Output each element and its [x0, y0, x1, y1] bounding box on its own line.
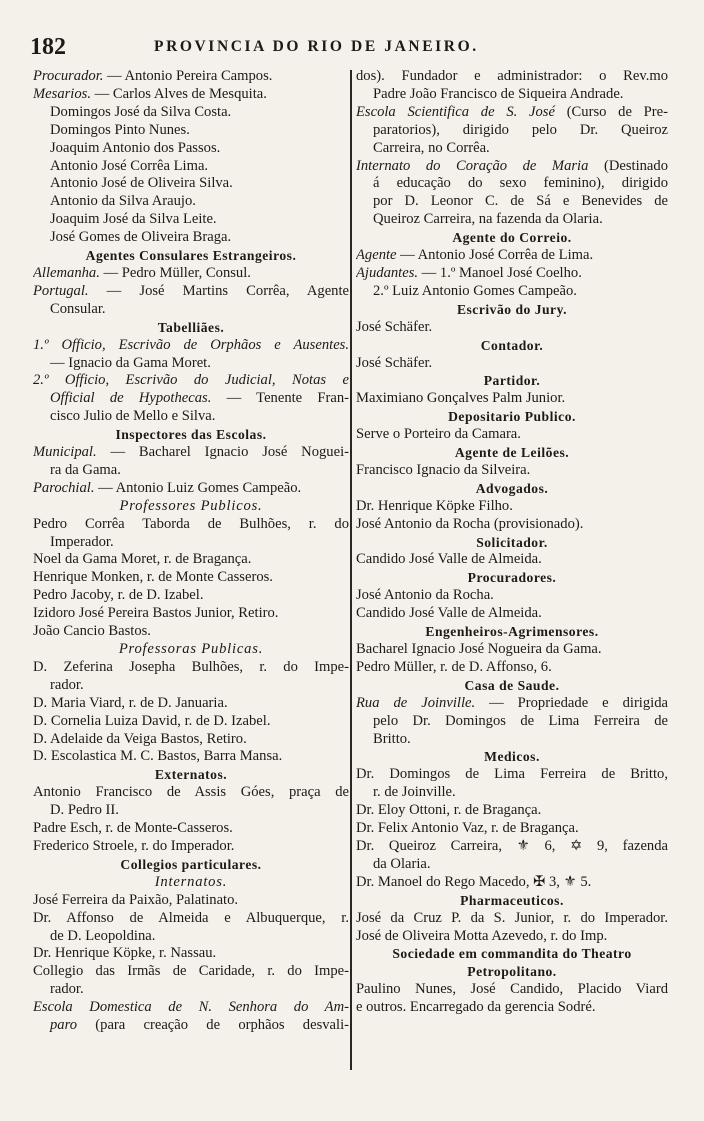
continuation-line: — Ignacio da Gama Moret. [50, 354, 211, 371]
entry-line [33, 372, 349, 390]
text-line: Maximiano Gonçalves Palm Junior. [356, 390, 566, 407]
continuation-line: pelo Dr. Domingos de Lima Ferreira de [373, 712, 668, 729]
text-line: Pedro Corrêa Taborda de Bulhões, r. do [33, 515, 349, 532]
left-column [33, 68, 349, 1035]
text-line: Dr. Henrique Köpke, r. Nassau. [33, 945, 217, 962]
text-line: Izidoro José Pereira Bastos Junior, Retiro. [33, 605, 279, 622]
continuation-line: Antonio da Silva Araujo. [50, 193, 196, 210]
section-heading: Depositario Publico. [448, 409, 576, 425]
text-line: Pedro Müller, r. de D. Affonso, 6. [356, 658, 552, 675]
continuation-line: Imperador. [50, 533, 114, 550]
entry-label: Agente [356, 247, 397, 264]
entry-label: 2.º Officio, Escrivão do Judicial, Notas e [33, 372, 349, 389]
continuation-line: paratorios), dirigido pelo Dr. Queiroz [373, 121, 668, 138]
text-line: Dr. Queiroz Carreira, ⚜ 6, ✡ 9, fazenda [356, 837, 668, 854]
text-line: Collegio das Irmãs de Caridade, r. do Impe- [33, 963, 349, 980]
text-line: e outros. Encarregado da gerencia Sodré. [356, 999, 596, 1016]
text-line: Serve o Porteiro da Camara. [356, 426, 521, 443]
entry-label: Rua de Joinville. [356, 694, 476, 711]
section-heading: Escrivão do Jury. [456, 301, 568, 317]
column-divider [350, 70, 352, 1070]
entry-label: Municipal. [33, 444, 97, 461]
entry-text: — Antonio Pereira Campos. [103, 68, 273, 84]
entry-line [356, 158, 668, 176]
text-line: Dr. Domingos de Lima Ferreira de Britto, [356, 766, 668, 783]
entry-line [356, 695, 668, 713]
entry-line [356, 247, 668, 265]
continuation-line: rador. [50, 676, 84, 693]
entry-text: — José Martins Corrêa, Agente [88, 282, 349, 299]
entry-text: — Tenente Fran- [211, 390, 349, 407]
continuation-line: Antonio José Corrêa Lima. [50, 157, 209, 174]
entry-text: — Antonio Luiz Gomes Campeão. [94, 479, 302, 496]
section-heading: Tabelliães. [157, 319, 225, 335]
entry-label: Escola Domestica de N. Senhora do Am- [33, 999, 349, 1016]
continuation-line: Domingos José da Silva Costa. [50, 103, 232, 120]
continuation-line: Antonio José de Oliveira Silva. [50, 175, 233, 192]
section-heading: Petropolitano. [467, 964, 557, 980]
text-line: Dr. Eloy Ottoni, r. de Bragança. [356, 802, 542, 819]
section-heading: Sociedade em commandita do Theatro [392, 946, 632, 962]
text-line: D. Zeferina Josepha Bulhões, r. do Impe- [33, 658, 349, 675]
entry-label: Allemanha. [33, 264, 100, 281]
section-heading: Collegios particulares. [120, 856, 262, 872]
subsection-heading: Professores Publicos. [119, 497, 263, 514]
continuation-line: ra da Gama. [50, 461, 121, 478]
entry-label: Escola Scientifica de S. José [356, 103, 555, 120]
page-header [26, 34, 676, 64]
entry-text: — Propriedade e dirigida [475, 694, 668, 711]
text-line: Padre Esch, r. de Monte-Casseros. [33, 820, 233, 837]
section-heading: Solicitador. [476, 534, 548, 550]
page-number: 182 [30, 34, 66, 60]
entry-label: Procurador. [33, 68, 104, 84]
entry-text: — 1.º Manoel José Coelho. [418, 264, 582, 281]
continuation-line: Britto. [373, 730, 411, 747]
text-line: Dr. Affonso de Almeida e Albuquerque, r. [33, 909, 349, 926]
text-line: Pedro Jacoby, r. de D. Izabel. [33, 587, 204, 604]
continuation-line: D. Pedro II. [50, 802, 119, 819]
section-heading: Advogados. [475, 480, 549, 496]
continuation-line: rador. [50, 981, 84, 998]
section-heading: Agentes Consulares Estrangeiros. [85, 248, 297, 264]
continuation-line: r. de Joinville. [373, 784, 456, 801]
text-line: José da Cruz P. da S. Junior, r. do Imperador. [356, 909, 668, 926]
text-line: D. Adelaide da Veiga Bastos, Retiro. [33, 730, 247, 747]
entry-line [33, 999, 349, 1017]
entry-line [33, 390, 349, 408]
entry-text: — Carlos Alves de Mesquita. [90, 85, 267, 102]
running-title: PROVINCIA DO RIO DE JANEIRO. [154, 38, 479, 55]
entry-line [33, 444, 349, 462]
text-line: Francisco Ignacio da Silveira. [356, 461, 531, 478]
section-heading: Contador. [480, 337, 544, 353]
text-line: dos). Fundador e administrador: o Rev.mo [356, 68, 668, 84]
entry-label: Internato do Coração de Maria [356, 157, 589, 174]
continuation-line: da Olaria. [373, 855, 431, 872]
section-heading: Casa de Saude. [464, 677, 560, 693]
text-line: Dr. Manoel do Rego Macedo, ✠ 3, ⚜ 5. [356, 873, 592, 890]
text-line: D. Escolastica M. C. Bastos, Barra Mansa. [33, 748, 283, 765]
continuation-line: á educação do sexo feminino), dirigido [373, 175, 668, 192]
right-column [356, 68, 668, 1017]
text-line: Bacharel Ignacio José Nogueira da Gama. [356, 641, 602, 657]
entry-text: — Antonio José Corrêa de Lima. [396, 247, 594, 264]
text-line: Dr. Felix Antonio Vaz, r. de Bragança. [356, 820, 579, 837]
subsection-heading: Internatos. [154, 873, 228, 890]
text-line: Frederico Stroele, r. do Imperador. [33, 837, 235, 854]
continuation-line: por D. Leonor C. de Sá e Benevides de [373, 193, 668, 210]
continuation-line: Queiroz Carreira, na fazenda da Olaria. [373, 211, 603, 228]
entry-label: Portugal. [33, 282, 89, 299]
entry-label: paro [50, 1017, 78, 1034]
entry-line [356, 104, 668, 122]
section-heading: Medicos. [484, 749, 540, 765]
text-line: José de Oliveira Motta Azevedo, r. do Imp. [356, 927, 608, 944]
text-line: Henrique Monken, r. de Monte Casseros. [33, 569, 273, 586]
continuation-line: José Gomes de Oliveira Braga. [50, 229, 232, 246]
text-line: Noel da Gama Moret, r. de Bragança. [33, 551, 252, 568]
entry-line [33, 68, 349, 86]
continuation-line: cisco Julio de Mello e Silva. [50, 408, 216, 425]
section-heading: Agente de Leilões. [454, 445, 570, 461]
entry-line [33, 86, 349, 104]
entry-text: (Curso de Pre- [554, 103, 668, 120]
entry-label: Official de Hypothecas. [50, 390, 212, 407]
text-line: Antonio Francisco de Assis Góes, praça de [33, 784, 349, 801]
entry-text: (para creação de orphãos desvali- [77, 1017, 349, 1034]
entry-label: 1.º Officio, Escrivão de Orphãos e Ausentes. [33, 336, 349, 353]
text-line: Candido José Valle de Almeida. [356, 605, 542, 622]
section-heading: Inspectores das Escolas. [115, 427, 267, 443]
text-line: José Antonio da Rocha (provisionado). [356, 515, 584, 532]
entry-label: Mesarios. [33, 85, 91, 102]
continuation-line: Consular. [50, 300, 106, 317]
entry-label: Parochial. [33, 479, 95, 496]
text-line: José Ferreira da Paixão, Palatinato. [33, 891, 239, 908]
text-line: Dr. Henrique Köpke Filho. [356, 497, 513, 514]
text-line: José Schäfer. [356, 318, 433, 335]
entry-line [33, 265, 349, 283]
section-heading: Procuradores. [467, 570, 557, 586]
subsection-heading: Professoras Publicas. [118, 641, 264, 657]
text-line: José Schäfer. [356, 354, 433, 371]
entry-text: (Destinado [588, 157, 668, 174]
section-heading: Partidor. [483, 373, 541, 389]
text-line: D. Cornelia Luiza David, r. de D. Izabel. [33, 712, 271, 729]
text-line: Paulino Nunes, José Candido, Placido Viard [356, 981, 668, 998]
entry-line [33, 283, 349, 301]
section-heading: Engenheiros-Agrimensores. [425, 624, 599, 640]
text-line: João Cancio Bastos. [33, 623, 151, 640]
text-line: José Antonio da Rocha. [356, 587, 494, 604]
continuation-line: de D. Leopoldina. [50, 927, 156, 944]
section-heading: Externatos. [154, 767, 228, 783]
continuation-line: Joaquim Antonio dos Passos. [50, 139, 221, 156]
text-line: D. Maria Viard, r. de D. Januaria. [33, 694, 228, 711]
continuation-line: Padre João Francisco de Siqueira Andrade. [373, 85, 624, 102]
section-heading: Agente do Correio. [452, 230, 572, 246]
continuation-line: 2.º Luiz Antonio Gomes Campeão. [373, 282, 577, 299]
entry-label: Ajudantes. [356, 264, 419, 281]
section-heading: Pharmaceuticos. [460, 892, 564, 908]
entry-text: — Pedro Müller, Consul. [99, 264, 251, 281]
entry-line [33, 480, 349, 498]
entry-line [33, 337, 349, 355]
continuation-line: Carreira, no Corrêa. [373, 139, 490, 156]
continuation-line: Joaquim José da Silva Leite. [50, 211, 217, 228]
continuation-line: Domingos Pinto Nunes. [50, 121, 190, 138]
text-line: Candido José Valle de Almeida. [356, 551, 542, 568]
entry-text: — Bacharel Ignacio José Noguei- [96, 444, 349, 461]
entry-line [33, 1017, 349, 1035]
entry-line [356, 265, 668, 283]
